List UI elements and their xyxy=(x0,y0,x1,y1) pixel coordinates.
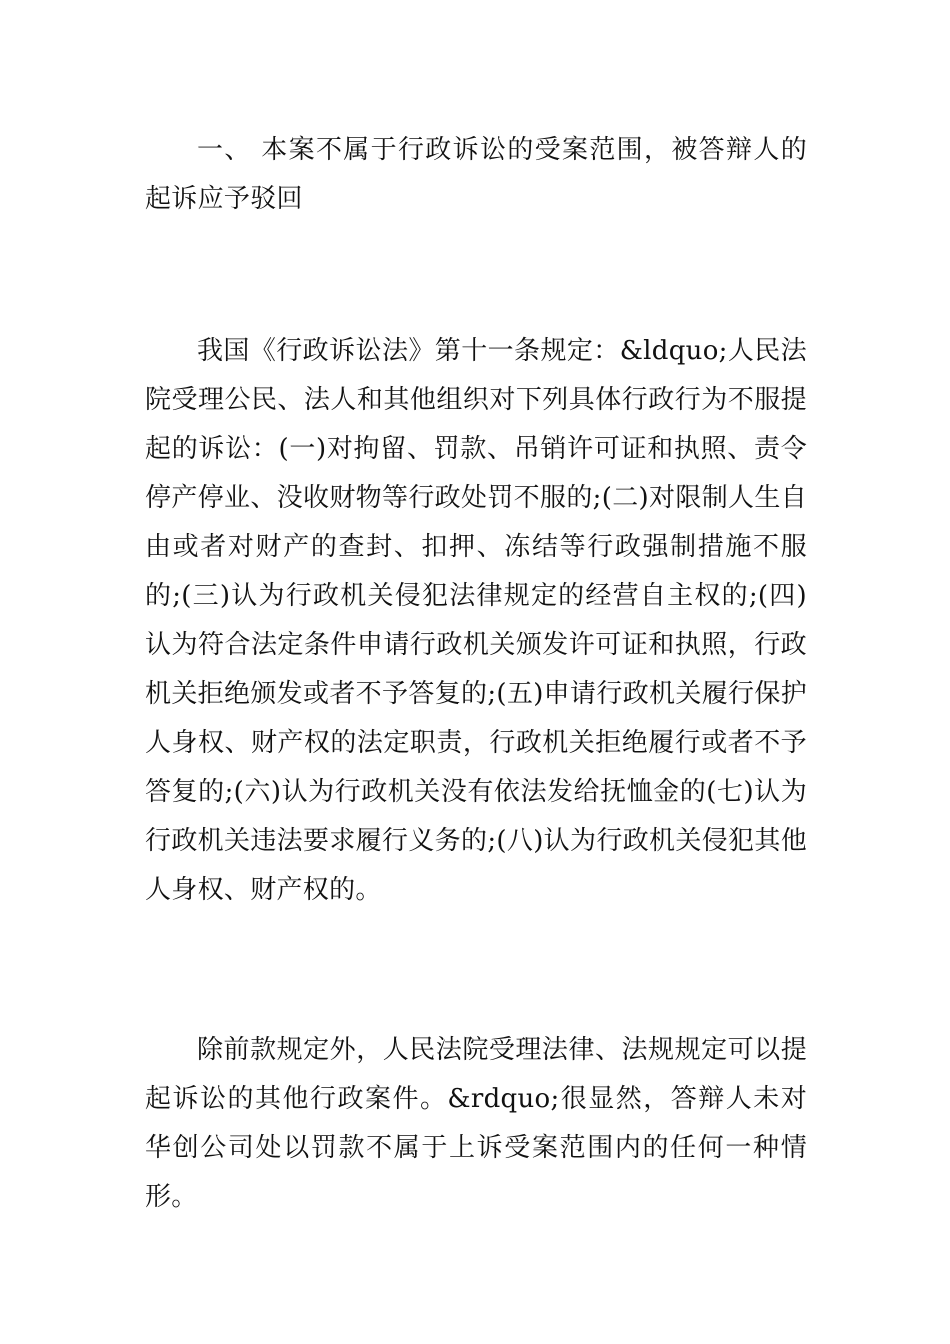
section-heading-paragraph: 一、 本案不属于行政诉讼的受案范围，被答辩人的起诉应予驳回 xyxy=(145,135,807,214)
conclusion-paragraph: 除前款规定外，人民法院受理法律、法规规定可以提起诉讼的其他行政案件。&rdquo;很显然，答辩人未对华创公司处以罚款不属于上诉受案范围内的任何一种情形。 xyxy=(145,1035,807,1212)
statute-quote-paragraph: 我国《行政诉讼法》第十一条规定：&ldquo;人民法院受理公民、法人和其他组织对下列具体行政行为不服提起的诉讼：(一)对拘留、罚款、吊销许可证和执照、责令停产停业、没收财物等行政处罚不服的;(二)对限制人生自由或者对财产的查封、扣押、冻结等行政强制措施不服的;(三)认为行政机关侵犯法律规定的经营自主权的;(四)认为符合法定条件申请行政机关颁发许可证和执照，行政机关拒绝颁发或者不予答复的;(五)申请行政机关履行保护人身权、财产权的法定职责，行政机关拒绝履行或者不予答复的;(六)认为行政机关没有依法发给抚恤金的(七)认为行政机关违法要求履行义务的;(八)认为行政机关侵犯其他人身权、财产权的。 xyxy=(145,336,807,905)
